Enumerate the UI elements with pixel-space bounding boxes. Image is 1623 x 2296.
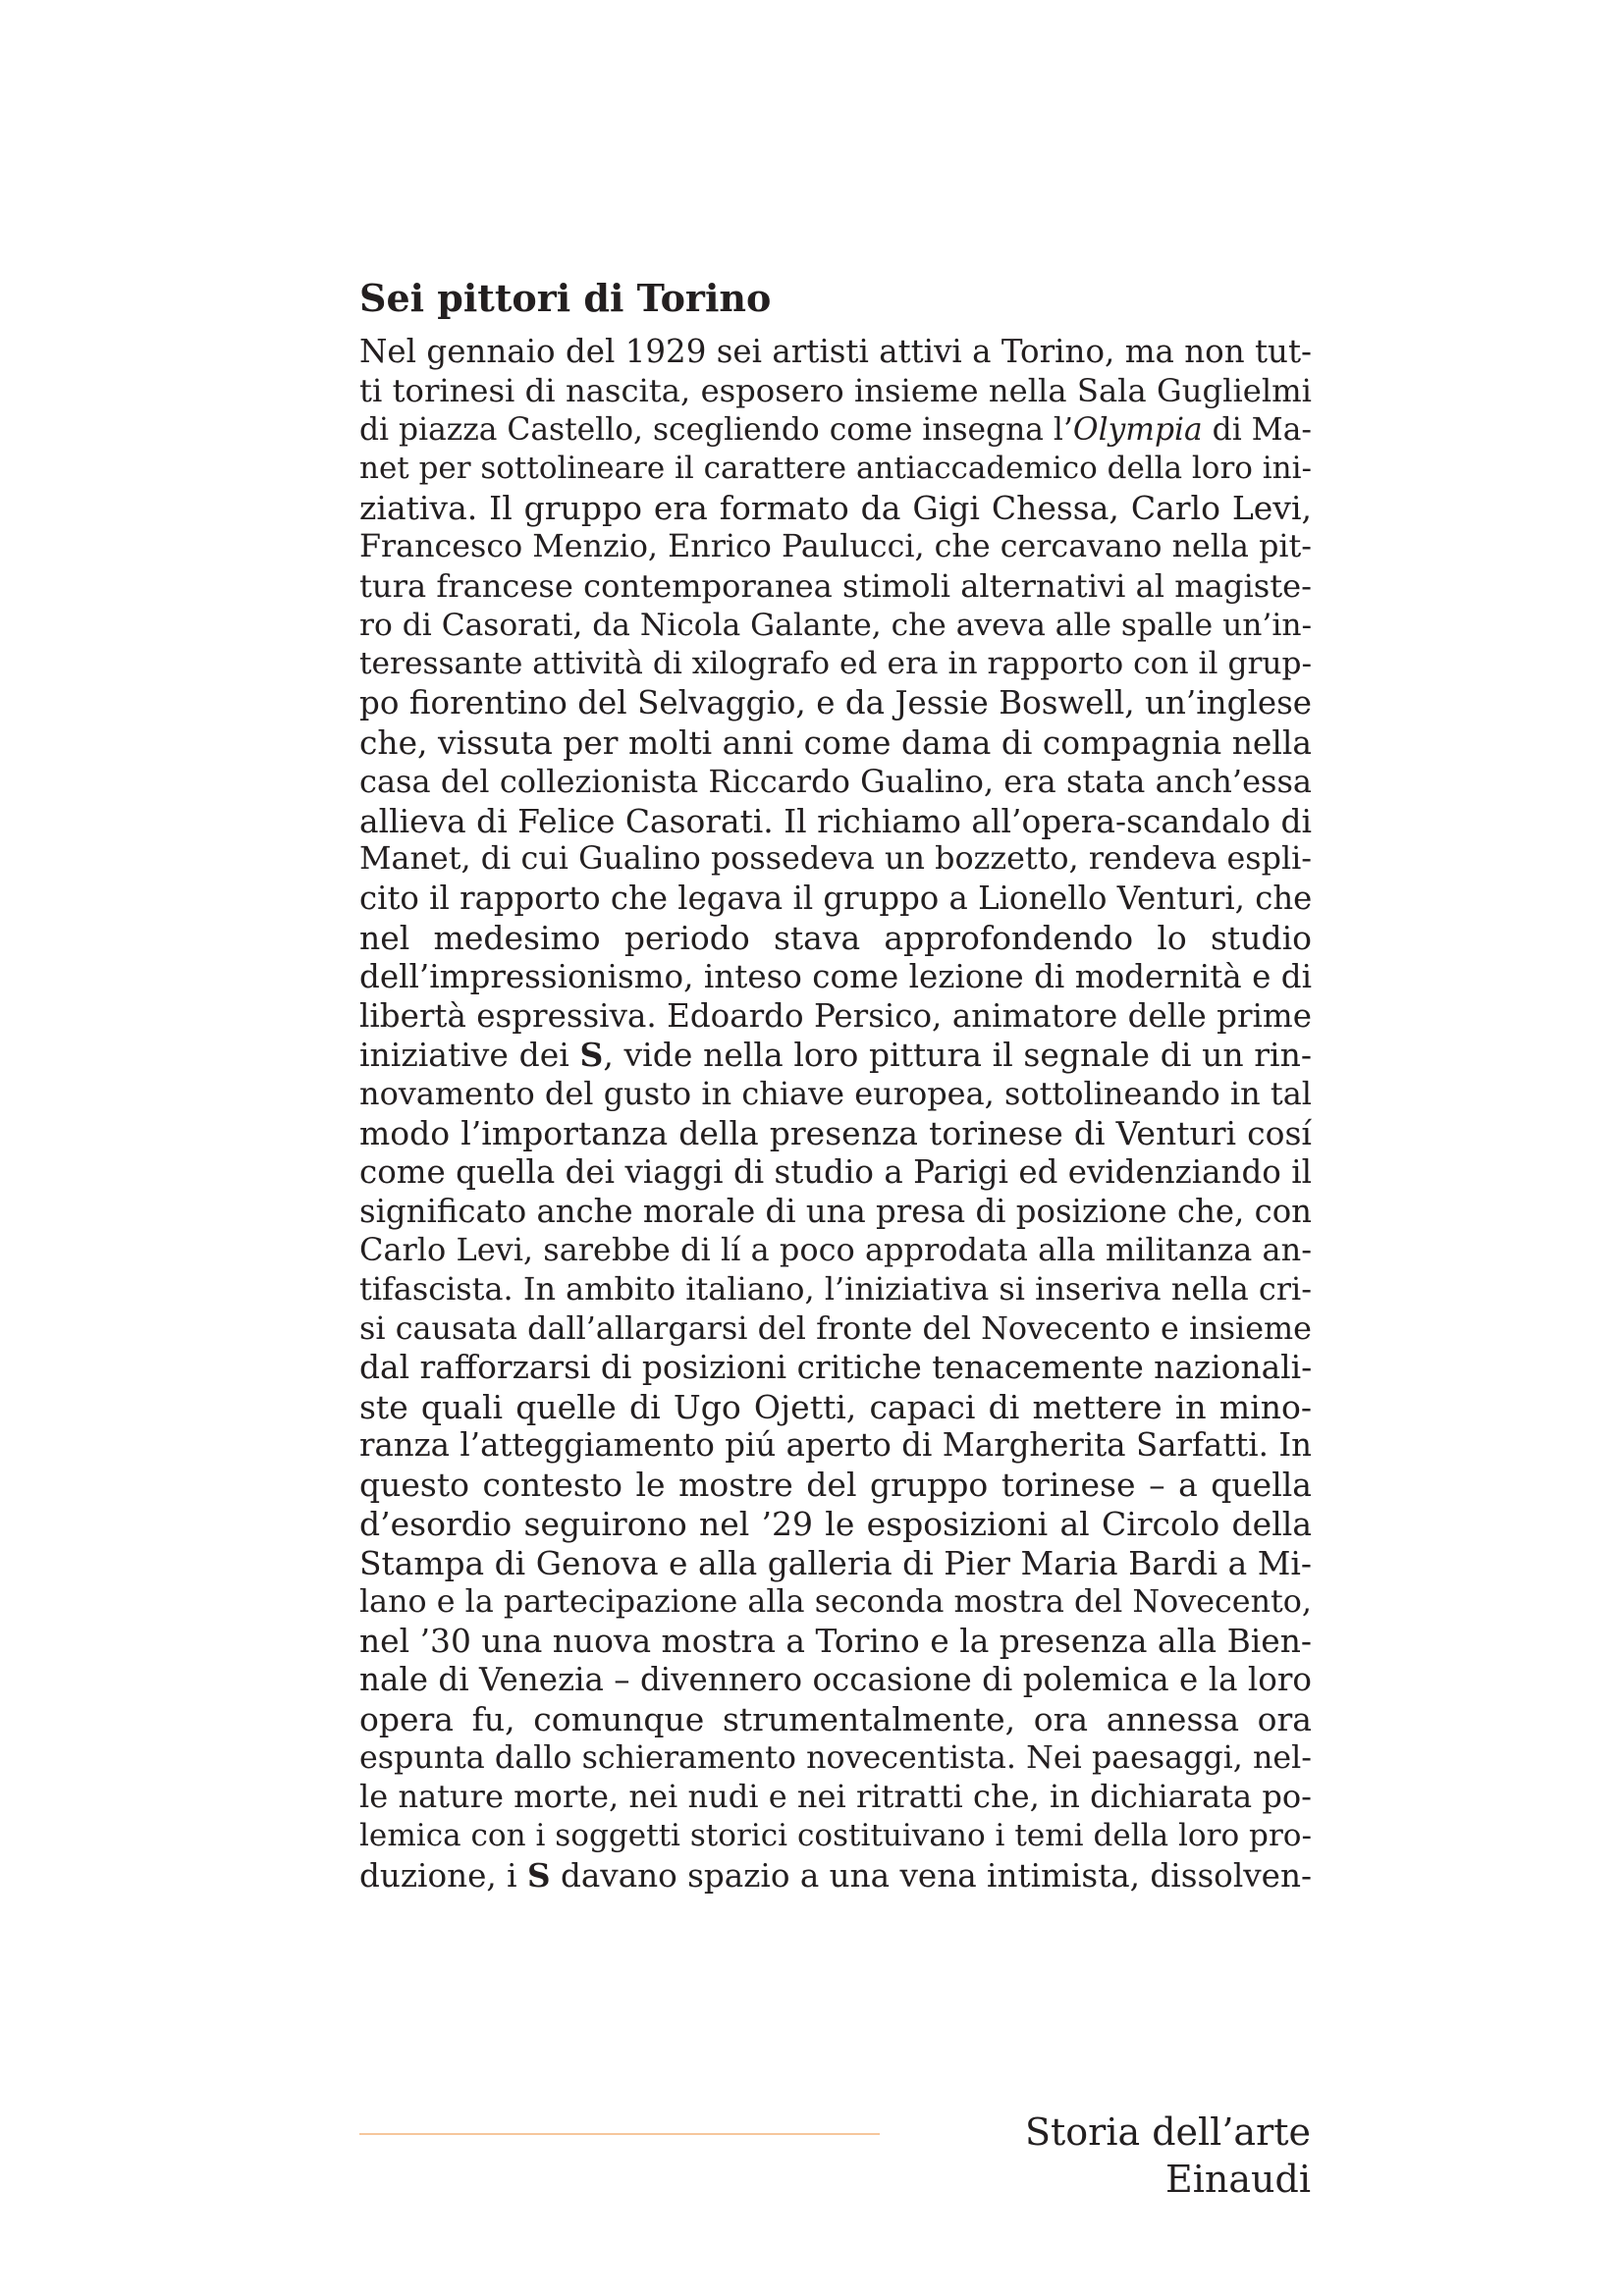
text-line: che, vissuta per molti anni come dama di compagnia nella xyxy=(359,722,1312,762)
text-line: ziativa. Il gruppo era formato da Gigi Chessa, Carlo Levi, xyxy=(359,489,1312,528)
text-line: net per sottolineare il carattere antiaccademico della loro ini- xyxy=(359,451,1312,487)
text-line: opera fu, comunque strumentalmente, ora annessa ora xyxy=(359,1699,1312,1738)
footer-rule xyxy=(359,2133,880,2135)
text-line: ro di Casorati, da Nicola Galante, che aveva alle spalle un’in- xyxy=(359,607,1313,643)
text-line: allieva di Felice Casorati. Il richiamo all’opera-scandalo di xyxy=(359,801,1313,840)
text-line: lemica con i soggetti storici costituivano i temi della loro pro- xyxy=(359,1818,1312,1854)
text-line: espunta dallo schieramento novecentista. Nei paesaggi, nel- xyxy=(359,1739,1312,1776)
text-line: tura francese contemporanea stimoli alternativi al magiste- xyxy=(359,566,1312,605)
text-line: tifascista. In ambito italiano, l’iniziativa si inseriva nella cri- xyxy=(359,1270,1312,1308)
text-line: Stampa di Genova e alla galleria di Pier Maria Bardi a Mi- xyxy=(359,1543,1312,1582)
text-line: lano e la partecipazione alla seconda mostra del Novecento, xyxy=(359,1583,1312,1620)
text-segment: di Ma- xyxy=(1202,411,1312,448)
text-line: ti torinesi di nascita, esposero insieme nella Sala Guglielmi xyxy=(359,371,1312,409)
bold-abbreviation: S xyxy=(579,1036,604,1075)
text-line: questo contesto le mostre del gruppo torinese – a quella xyxy=(359,1466,1312,1505)
footer-publication-title: Storia dell’arte Einaudi xyxy=(1024,2110,1311,2201)
text-line: Carlo Levi, sarebbe di lí a poco approdata alla militanza an- xyxy=(359,1231,1312,1269)
text-segment: davano spazio a una vena intimista, dissolven- xyxy=(550,1857,1312,1896)
text-line: Manet, di cui Gualino possedeva un bozzetto, rendeva espli- xyxy=(359,841,1312,878)
bold-abbreviation: S xyxy=(527,1856,551,1896)
text-line: libertà espressiva. Edoardo Persico, animatore delle prime xyxy=(359,996,1312,1035)
text-line: ranza l’atteggiamento piú aperto di Margherita Sarfatti. In xyxy=(359,1426,1312,1465)
text-segment: , vide nella loro pittura il segnale di un rin- xyxy=(603,1036,1312,1075)
text-segment: di piazza Castello, scegliendo come insegna l’ xyxy=(359,411,1073,448)
text-line: le nature morte, nei nudi e nei ritratti che, in dichiarata po- xyxy=(359,1778,1312,1816)
text-line: po fiorentino del Selvaggio, e da Jessie Boswell, un’inglese xyxy=(359,684,1312,722)
text-segment: iniziative dei xyxy=(359,1036,580,1075)
text-line: novamento del gusto in chiave europea, sottolineando in tal xyxy=(359,1075,1312,1113)
text-line: Nel gennaio del 1929 sei artisti attivi a Torino, ma non tut- xyxy=(359,333,1312,370)
text-line: come quella dei viaggi di studio a Parigi ed evidenziando il xyxy=(359,1152,1312,1191)
text-line: nale di Venezia – divennero occasione di polemica e la loro xyxy=(359,1661,1312,1699)
text-line: nel ’30 una nuova mostra a Torino e la presenza alla Bien- xyxy=(359,1622,1312,1661)
text-line xyxy=(359,1856,1312,1896)
text-line: cito il rapporto che legava il gruppo a Lionello Venturi, che xyxy=(359,880,1313,918)
text-line xyxy=(359,1036,1312,1075)
text-line: d’esordio seguirono nel ’29 le esposizioni al Circolo della xyxy=(359,1504,1312,1543)
text-line: dell’impressionismo, inteso come lezione di modernità e di xyxy=(359,957,1312,995)
text-line: si causata dall’allargarsi del fronte del Novecento e insieme xyxy=(359,1308,1312,1347)
text-line: modo l’importanza della presenza torinese di Venturi cosí xyxy=(359,1113,1312,1152)
section-title: Sei pittori di Torino xyxy=(359,276,772,320)
text-line: significato anche morale di una presa di posizione che, con xyxy=(359,1192,1312,1230)
text-line: dal rafforzarsi di posizioni critiche tenacemente nazionali- xyxy=(359,1348,1313,1386)
text-line: casa del collezionista Riccardo Gualino, era stata anch’essa xyxy=(359,762,1312,800)
text-line: nel medesimo periodo stava approfondendo lo studio xyxy=(359,918,1312,957)
text-segment: duzione, i xyxy=(359,1857,527,1896)
text-line xyxy=(359,411,1312,451)
text-line: ste quali quelle di Ugo Ojetti, capaci di mettere in mino- xyxy=(359,1387,1312,1426)
text-line: Francesco Menzio, Enrico Paulucci, che cercavano nella pit- xyxy=(359,528,1312,564)
body-text xyxy=(359,333,1312,1896)
text-line: teressante attività di xilografo ed era in rapporto con il grup- xyxy=(359,646,1313,682)
italic-title: Olympia xyxy=(1072,411,1203,448)
